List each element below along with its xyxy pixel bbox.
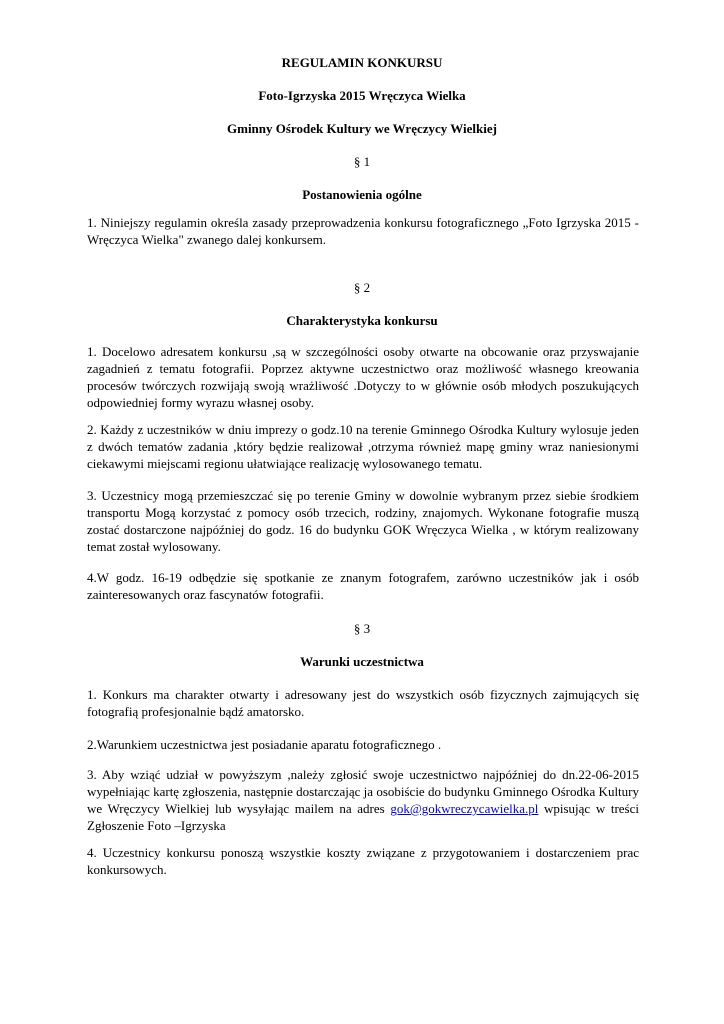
section-3-paragraph-3 xyxy=(87,766,639,834)
section-3-paragraph-3-text: 3. Aby wziąć udział w powyższym ,należy zgłosić swoje uczestnictwo najpóźniej do dn.22-06-2015 wypełniając kartę zgłoszenia, następnie dostarczając ja osobiście do budynku Gminnego Ośrodka Kultury we Wręczycy Wielkiej lub wysyłając mailem na adres xyxy=(87,767,639,816)
organizer-name: Gminny Ośrodek Kultury we Wręczycy Wielkiej xyxy=(227,121,497,136)
email-link[interactable]: gok@gokwreczycawielka.pl xyxy=(390,801,539,816)
document-title: REGULAMIN KONKURSU xyxy=(281,55,443,70)
section-2-heading: Charakterystyka konkursu xyxy=(286,313,438,328)
section-2-paragraph-2: 2. Każdy z uczestników w dniu imprezy o godz.10 na terenie Gminnego Ośrodka Kultury wylosuje jeden z dwóch tematów zadania ,który będzie realizował ,otrzyma również mapę gminy wraz naniesionymi ciekawymi miejscami regionu ułatwiające realizację wylosowanego tematu. xyxy=(87,422,639,471)
section-3-paragraph-4: 4. Uczestnicy konkursu ponoszą wszystkie koszty związane z przygotowaniem i dostarczeniem prac konkursowych. xyxy=(87,845,639,877)
section-1-heading: Postanowienia ogólne xyxy=(302,187,422,202)
document-subtitle: Foto-Igrzyska 2015 Wręczyca Wielka xyxy=(258,88,466,103)
section-1-number: § 1 xyxy=(353,154,371,169)
section-1-paragraph-1: 1. Niniejszy regulamin określa zasady przeprowadzenia konkursu fotograficznego „Foto Igrzyska 2015 - Wręczyca Wielka" zwanego dalej konkursem. xyxy=(87,215,639,247)
section-2-paragraph-3: 3. Uczestnicy mogą przemieszczać się po terenie Gminy w dowolnie wybranym przez siebie środkiem transportu Mogą korzystać z pomocy osób trzecich, rodziny, znajomych. Wykonane fotografie muszą zostać dostarczone najpóźniej do godz. 16 do budynku GOK Wręczyca Wielka , w którym realizowany temat został wylosowany. xyxy=(87,488,639,554)
section-3-paragraph-2: 2.Warunkiem uczestnictwa jest posiadanie aparatu fotograficznego . xyxy=(87,737,442,752)
section-2-number: § 2 xyxy=(353,280,371,295)
section-2-paragraph-4: 4.W godz. 16-19 odbędzie się spotkanie ze znanym fotografem, zarówno uczestników jak i osób zainteresowanych oraz fascynatów fotografii. xyxy=(87,570,639,602)
section-3-heading: Warunki uczestnictwa xyxy=(300,654,424,669)
section-3-paragraph-1: 1. Konkurs ma charakter otwarty i adresowany jest do wszystkich osób fizycznych zajmujących się fotografią profesjonalnie bądź amatorsko. xyxy=(87,687,639,719)
section-2-paragraph-1: 1. Docelowo adresatem konkursu ,są w szczególności osoby otwarte na obcowanie oraz przyswajanie zagadnień z tematu fotografii. Poprzez aktywne uczestnictwo oraz możliwość własnego kreowania procesów twórczych rozwijają swoją wrażliwość .Dotyczy to w głównie osób młodych poszukujących odpowiedniej formy wyrazu własnej osoby. xyxy=(87,344,639,410)
section-3-paragraph-3-tail: wpisując w treści Zgłoszenie Foto –Igrzyska xyxy=(87,801,639,833)
section-3-number: § 3 xyxy=(353,621,371,636)
